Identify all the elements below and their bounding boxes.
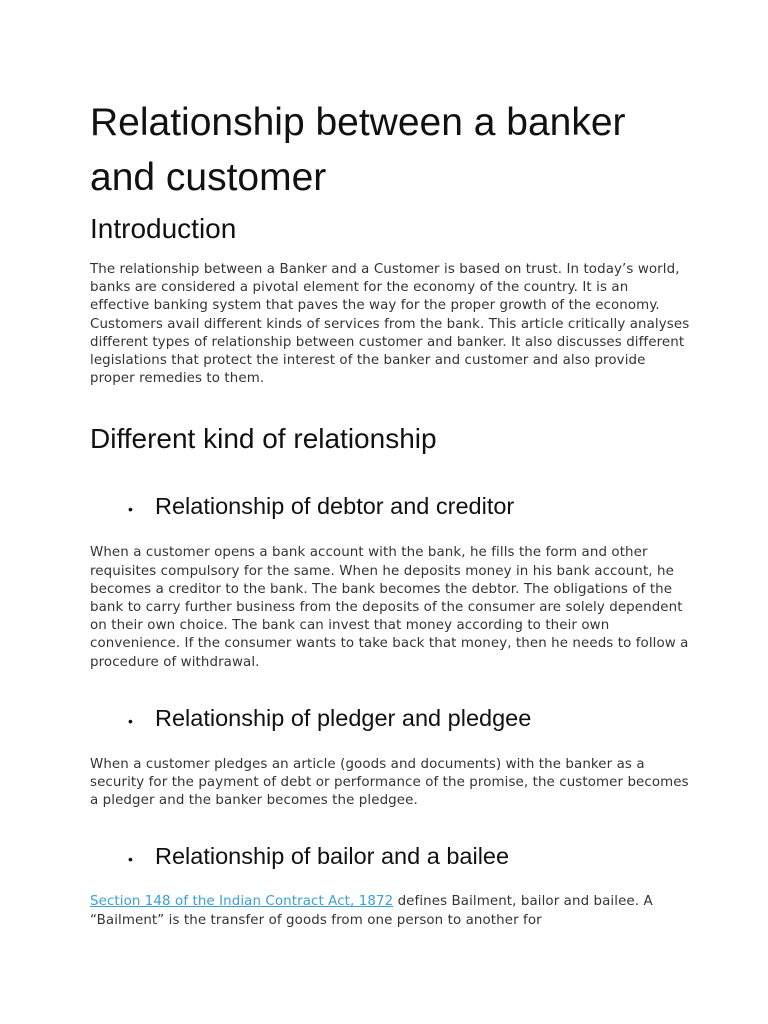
contract-act-link[interactable]: Section 148 of the Indian Contract Act, 1872	[90, 894, 394, 910]
bullet-debtor-creditor	[128, 491, 690, 524]
debtor-creditor-paragraph: When a customer opens a bank account with the bank, he fills the form and other requisites compulsory for the same. When he deposits money in his bank account, he becomes a creditor to the bank. The bank becomes the debtor. The obligations of the bank to carry further business from the deposits of the consumer are solely dependent on their own choice. The bank can invest that money according to their own convenience. If the consumer wants to take back that money, then he needs to follow a procedure of withdrawal.	[90, 545, 689, 670]
pledger-pledgee-paragraph: When a customer pledges an article (goods and documents) with the banker as a security for the payment of debt or performance of the promise, the customer becomes a pledger and the banker becomes the pledgee.	[90, 756, 689, 809]
bailor-bailee-paragraph	[90, 893, 690, 929]
bullet-icon: •	[128, 712, 133, 729]
page-title: Relationship between a banker and customer	[90, 101, 626, 199]
bailor-bailee-heading: Relationship of bailor and a bailee	[155, 843, 510, 870]
pledger-pledgee-heading: Relationship of pledger and pledgee	[155, 704, 532, 731]
different-kinds-heading: Different kind of relationship	[90, 423, 437, 455]
bullet-bailor-bailee	[128, 841, 690, 874]
bailor-bailee-text: defines Bailment, bailor and bailee. A “Bailment” is the transfer of goods from one person to another for	[90, 894, 653, 928]
introduction-heading: Introduction	[90, 213, 237, 244]
bullet-icon: •	[128, 851, 133, 868]
introduction-paragraph: The relationship between a Banker and a Customer is based on trust. In today’s world, banks are considered a pivotal element for the economy of the country. It is an effective banking system that paves the way for the proper growth of the economy. Customers avail different kinds of services from the bank. This article critically analyses different types of relationship between customer and banker. It also discusses different legislations that protect the interest of the banker and customer and also provide proper remedies to them.	[90, 262, 690, 387]
bullet-icon: •	[128, 501, 133, 518]
debtor-creditor-heading: Relationship of debtor and creditor	[155, 493, 515, 520]
bullet-pledger-pledgee	[128, 703, 690, 736]
document-content	[90, 95, 690, 930]
